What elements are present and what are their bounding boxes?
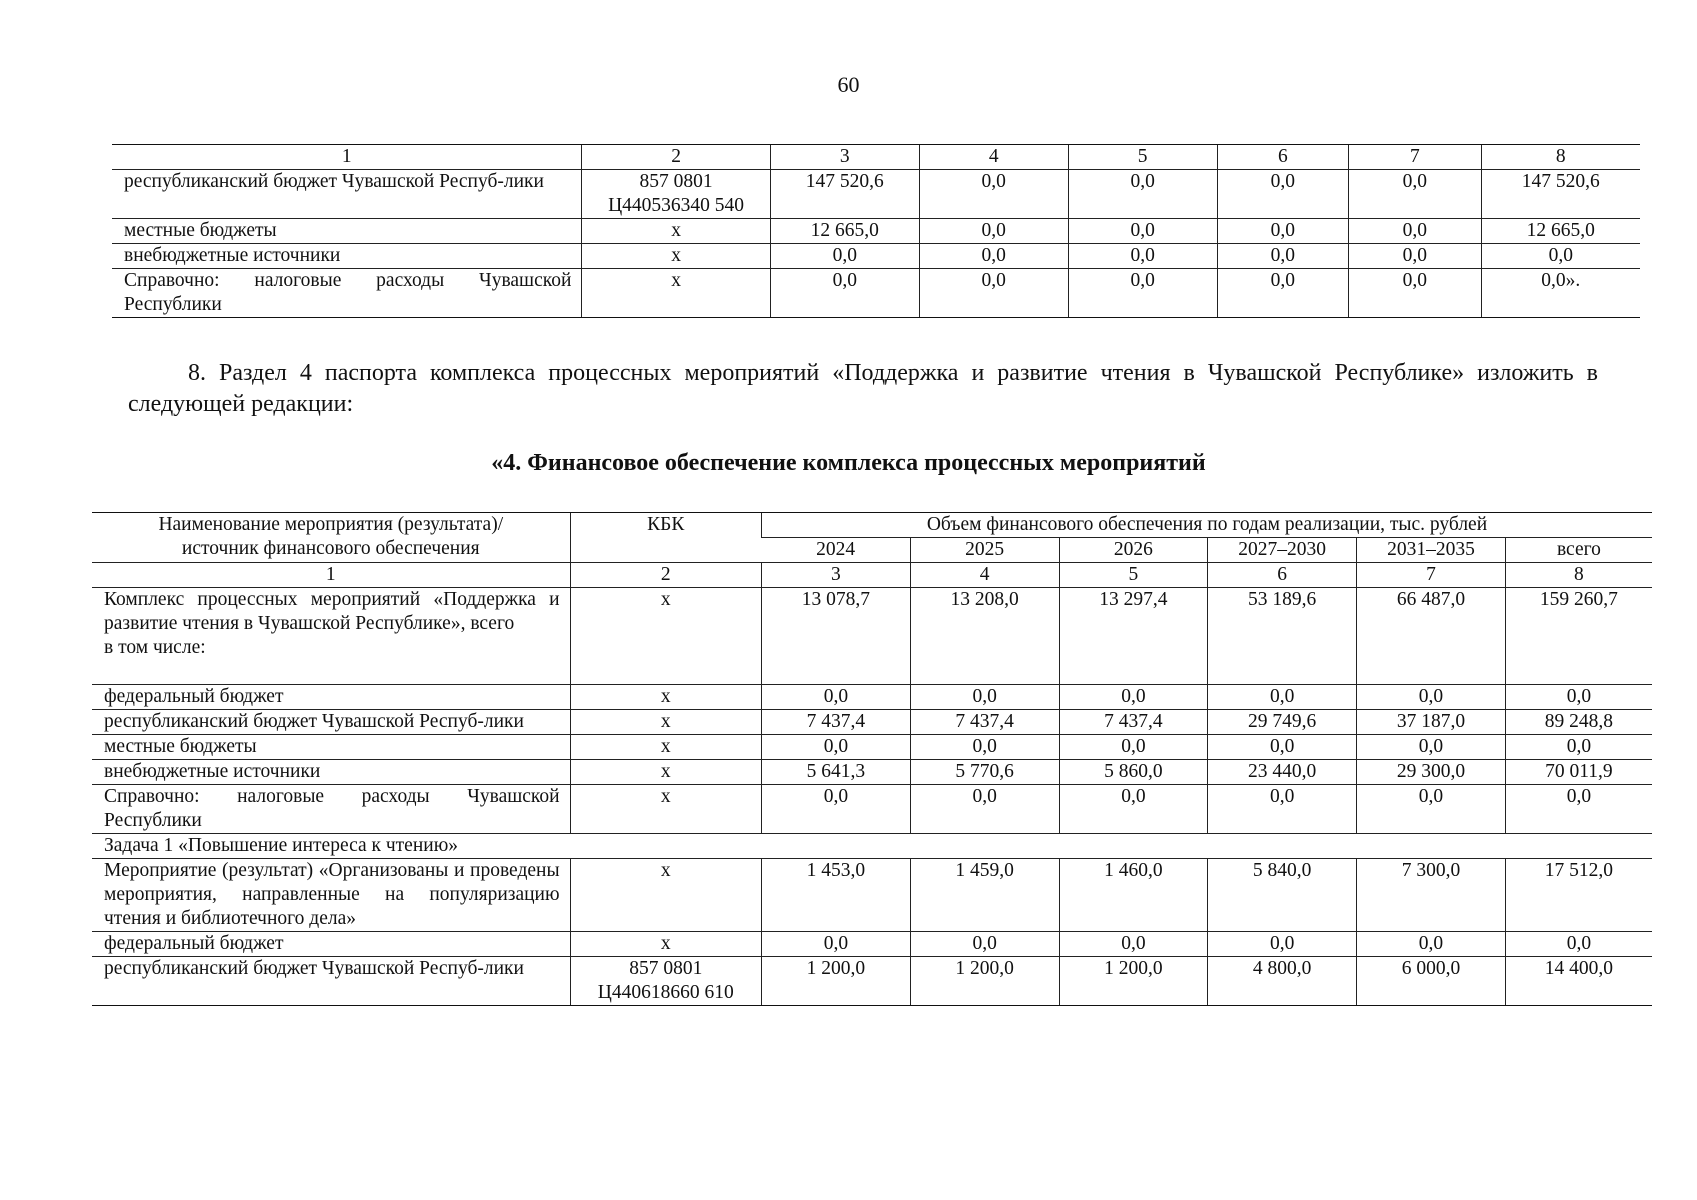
row-name-cell: республиканский бюджет Чувашской Респуб-лики <box>112 170 582 219</box>
kbk-cell: х <box>582 219 770 244</box>
value-cell: 0,0 <box>762 785 911 834</box>
kbk-cell: х <box>570 588 761 685</box>
table-row <box>112 219 1640 244</box>
year-header-cell: 2024 <box>762 538 911 563</box>
value-cell: 0,0 <box>919 244 1068 269</box>
column-number-row <box>92 563 1652 588</box>
table-row <box>92 588 1652 685</box>
kbk-cell: х <box>570 710 761 735</box>
value-cell: 7 437,4 <box>910 710 1059 735</box>
value-cell: 0,0 <box>770 244 919 269</box>
table-row <box>92 932 1652 957</box>
value-cell: 0,0 <box>1068 244 1217 269</box>
page-number: 60 <box>837 72 860 97</box>
value-cell: 0,0 <box>910 685 1059 710</box>
value-cell: 147 520,6 <box>1481 170 1640 219</box>
value-cell: 29 300,0 <box>1357 760 1506 785</box>
value-cell: 1 460,0 <box>1059 859 1208 932</box>
value-cell: 0,0 <box>910 932 1059 957</box>
value-cell: 0,0 <box>1217 170 1348 219</box>
row-name-cell: Справочно: налоговые расходы Чувашской Республики <box>92 785 570 834</box>
value-cell: 5 641,3 <box>762 760 911 785</box>
value-cell: 0,0 <box>1349 244 1482 269</box>
value-cell: 1 200,0 <box>910 957 1059 1006</box>
value-cell: 0,0 <box>1217 269 1348 318</box>
value-cell: 5 860,0 <box>1059 760 1208 785</box>
column-number-row <box>112 145 1640 170</box>
table-row <box>112 244 1640 269</box>
value-cell: 14 400,0 <box>1505 957 1652 1006</box>
value-cell: 0,0 <box>1217 219 1348 244</box>
value-cell: 70 011,9 <box>1505 760 1652 785</box>
value-cell: 0,0 <box>1208 785 1357 834</box>
value-cell: 7 437,4 <box>1059 710 1208 735</box>
value-cell: 0,0 <box>1208 685 1357 710</box>
value-cell: 13 297,4 <box>1059 588 1208 685</box>
kbk-cell: х <box>582 269 770 318</box>
value-cell: 0,0 <box>762 685 911 710</box>
value-cell: 0,0 <box>1208 932 1357 957</box>
value-cell: 0,0 <box>1068 219 1217 244</box>
value-cell: 13 208,0 <box>910 588 1059 685</box>
year-header-cell: 2025 <box>910 538 1059 563</box>
column-number-cell: 3 <box>770 145 919 170</box>
header-row <box>92 513 1652 538</box>
value-cell: 0,0 <box>1059 735 1208 760</box>
column-number-cell: 1 <box>92 563 570 588</box>
value-cell: 89 248,8 <box>1505 710 1652 735</box>
row-name-cell: местные бюджеты <box>92 735 570 760</box>
row-name-cell: внебюджетные источники <box>92 760 570 785</box>
value-cell: 0,0 <box>1357 785 1506 834</box>
value-cell: 0,0 <box>1059 785 1208 834</box>
amendment-paragraph: 8. Раздел 4 паспорта комплекса процессных мероприятий «Поддержка и развитие чтения в Чувашской Республике» изложить в следующей редакции: <box>128 360 1598 417</box>
year-header-cell: 2031–2035 <box>1357 538 1506 563</box>
header-volume-cell: Объем финансового обеспечения по годам реализации, тыс. рублей <box>762 513 1653 538</box>
table-row <box>92 760 1652 785</box>
value-cell: 6 000,0 <box>1357 957 1506 1006</box>
value-cell: 0,0 <box>1217 244 1348 269</box>
section-title: «4. Финансовое обеспечение комплекса процессных мероприятий <box>491 450 1206 476</box>
column-number-cell: 6 <box>1208 563 1357 588</box>
kbk-cell: х <box>582 244 770 269</box>
value-cell: 0,0 <box>1505 685 1652 710</box>
value-cell: 0,0 <box>1059 685 1208 710</box>
column-number-cell: 5 <box>1059 563 1208 588</box>
value-cell: 7 437,4 <box>762 710 911 735</box>
kbk-cell: 857 0801 Ц440618660 610 <box>570 957 761 1006</box>
value-cell: 1 453,0 <box>762 859 911 932</box>
value-cell: 0,0 <box>910 785 1059 834</box>
value-cell: 147 520,6 <box>770 170 919 219</box>
kbk-cell: х <box>570 785 761 834</box>
value-cell: 1 459,0 <box>910 859 1059 932</box>
table-row <box>92 710 1652 735</box>
column-number-cell: 8 <box>1481 145 1640 170</box>
value-cell: 12 665,0 <box>770 219 919 244</box>
value-cell: 23 440,0 <box>1208 760 1357 785</box>
value-cell: 159 260,7 <box>1505 588 1652 685</box>
column-number-cell: 8 <box>1505 563 1652 588</box>
year-header-cell: всего <box>1505 538 1652 563</box>
value-cell: 0,0 <box>910 735 1059 760</box>
value-cell: 0,0 <box>1349 170 1482 219</box>
table-row <box>112 269 1640 318</box>
value-cell: 5 770,6 <box>910 760 1059 785</box>
table-row <box>92 834 1652 859</box>
table-row <box>92 785 1652 834</box>
value-cell: 1 200,0 <box>1059 957 1208 1006</box>
value-cell: 29 749,6 <box>1208 710 1357 735</box>
value-cell: 0,0 <box>1349 219 1482 244</box>
column-number-cell: 2 <box>582 145 770 170</box>
row-name-cell: республиканский бюджет Чувашской Респуб-лики <box>92 957 570 1006</box>
value-cell: 13 078,7 <box>762 588 911 685</box>
value-cell: 1 200,0 <box>762 957 911 1006</box>
value-cell: 0,0 <box>1481 244 1640 269</box>
header-name-cell: Наименование мероприятия (результата)/источник финансового обеспечения <box>92 513 570 563</box>
row-name-cell: Комплекс процессных мероприятий «Поддержка и развитие чтения в Чувашской Республике», всего в том числе: <box>92 588 570 685</box>
column-number-cell: 7 <box>1349 145 1482 170</box>
row-name-cell: Мероприятие (результат) «Организованы и проведены мероприятия, направленные на популяризацию чтения и библиотечного дела» <box>92 859 570 932</box>
year-header-cell: 2027–2030 <box>1208 538 1357 563</box>
row-name-cell: внебюджетные источники <box>112 244 582 269</box>
value-cell: 66 487,0 <box>1357 588 1506 685</box>
value-cell: 0,0 <box>1068 269 1217 318</box>
continued-finance-table <box>112 144 1640 318</box>
value-cell: 0,0 <box>762 932 911 957</box>
table-row <box>92 735 1652 760</box>
value-cell: 0,0 <box>1357 735 1506 760</box>
table-row <box>92 685 1652 710</box>
kbk-cell: х <box>570 735 761 760</box>
table-row <box>92 957 1652 1006</box>
value-cell: 0,0». <box>1481 269 1640 318</box>
row-name-cell: федеральный бюджет <box>92 932 570 957</box>
column-number-cell: 7 <box>1357 563 1506 588</box>
column-number-cell: 1 <box>112 145 582 170</box>
row-name-cell: федеральный бюджет <box>92 685 570 710</box>
value-cell: 0,0 <box>1505 735 1652 760</box>
column-number-cell: 2 <box>570 563 761 588</box>
task-heading-cell: Задача 1 «Повышение интереса к чтению» <box>92 834 1652 859</box>
value-cell: 17 512,0 <box>1505 859 1652 932</box>
column-number-cell: 3 <box>762 563 911 588</box>
value-cell: 0,0 <box>770 269 919 318</box>
column-number-cell: 5 <box>1068 145 1217 170</box>
value-cell: 0,0 <box>919 170 1068 219</box>
value-cell: 0,0 <box>1059 932 1208 957</box>
kbk-cell: 857 0801 Ц440536340 540 <box>582 170 770 219</box>
value-cell: 12 665,0 <box>1481 219 1640 244</box>
value-cell: 0,0 <box>1505 785 1652 834</box>
value-cell: 0,0 <box>1349 269 1482 318</box>
kbk-cell: х <box>570 760 761 785</box>
header-kbk-cell: КБК <box>570 513 761 563</box>
value-cell: 0,0 <box>1068 170 1217 219</box>
value-cell: 7 300,0 <box>1357 859 1506 932</box>
value-cell: 0,0 <box>1505 932 1652 957</box>
value-cell: 0,0 <box>762 735 911 760</box>
column-number-cell: 6 <box>1217 145 1348 170</box>
value-cell: 0,0 <box>1357 685 1506 710</box>
row-name-cell: республиканский бюджет Чувашской Респуб-лики <box>92 710 570 735</box>
value-cell: 37 187,0 <box>1357 710 1506 735</box>
value-cell: 0,0 <box>919 269 1068 318</box>
value-cell: 0,0 <box>1208 735 1357 760</box>
value-cell: 53 189,6 <box>1208 588 1357 685</box>
value-cell: 0,0 <box>919 219 1068 244</box>
table-row <box>112 170 1640 219</box>
kbk-cell: х <box>570 685 761 710</box>
value-cell: 4 800,0 <box>1208 957 1357 1006</box>
value-cell: 5 840,0 <box>1208 859 1357 932</box>
table-row <box>92 859 1652 932</box>
kbk-cell: х <box>570 932 761 957</box>
column-number-cell: 4 <box>919 145 1068 170</box>
kbk-cell: х <box>570 859 761 932</box>
value-cell: 0,0 <box>1357 932 1506 957</box>
column-number-cell: 4 <box>910 563 1059 588</box>
finance-table <box>92 512 1652 1006</box>
year-header-cell: 2026 <box>1059 538 1208 563</box>
row-name-cell: Справочно: налоговые расходы Чувашской Республики <box>112 269 582 318</box>
row-name-cell: местные бюджеты <box>112 219 582 244</box>
